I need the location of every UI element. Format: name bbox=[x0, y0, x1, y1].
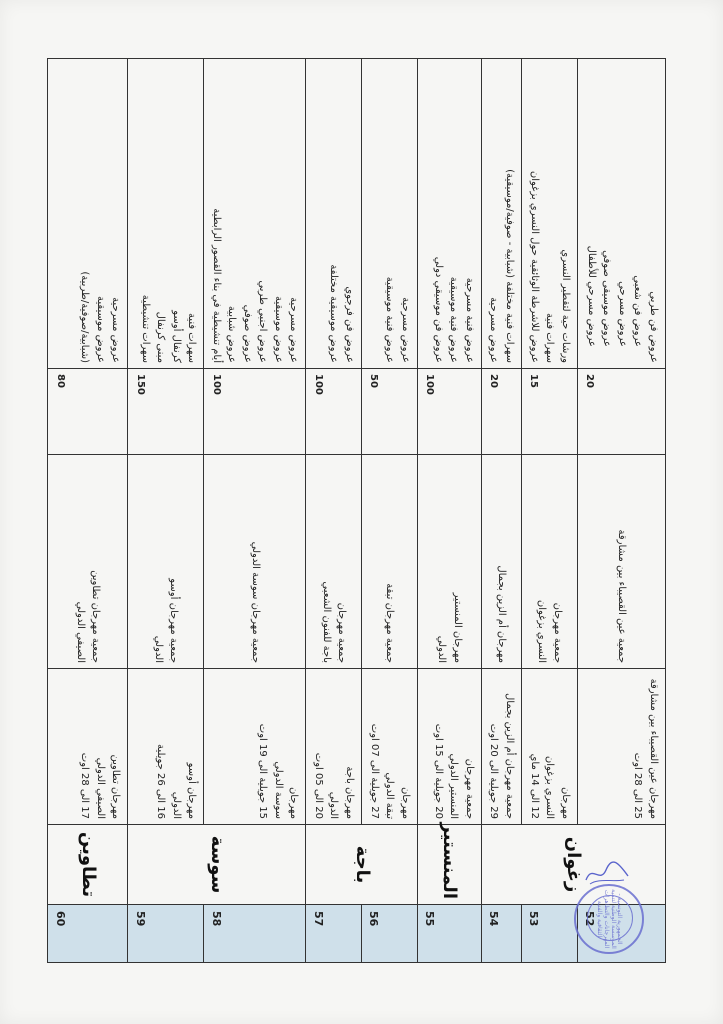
activity-item: عروض فنية موسيقية bbox=[448, 276, 460, 363]
row-number: 53 bbox=[522, 905, 578, 963]
row-number: 60 bbox=[48, 905, 128, 963]
participant-count: 100 bbox=[306, 369, 362, 455]
festival-dates: مهرجان عين القصيباء بين مشارقة 25 الى 28 اوت bbox=[578, 669, 666, 825]
festival-dates: مهرجان النسري بزغوان 12 الى 14 ماي bbox=[522, 669, 578, 825]
festival-dates: مهرجان تطاوين الصيفي الدولي 17 الى 28 اوت bbox=[48, 669, 128, 825]
row-number: 56 bbox=[362, 905, 418, 963]
activity-item: عروض فن فرجوي bbox=[344, 286, 355, 363]
festival-dates: مهرجان تبقة الدولي 27 جويلية الى 07 اوت bbox=[362, 669, 418, 825]
activities-list bbox=[204, 59, 306, 369]
participant-count: 100 bbox=[204, 369, 306, 455]
activities-list bbox=[306, 59, 362, 369]
activity-item: سهرات تنشيطية bbox=[140, 294, 151, 363]
rotated-table-container bbox=[53, 58, 666, 962]
activity-item: عروض مسرحي للأطفال bbox=[586, 245, 597, 347]
participant-count: 15 bbox=[522, 369, 578, 455]
organizer: جمعية عين القصيباء بين مشارقة bbox=[578, 455, 666, 669]
activity-item: سهرات فنية bbox=[186, 312, 198, 363]
activity-item: عروض فن طربي bbox=[648, 291, 659, 363]
activities-list bbox=[362, 59, 418, 369]
activity-item: عروض فنية مسرحية bbox=[464, 277, 475, 363]
activities-list bbox=[578, 59, 666, 369]
festival-dates: مهرجان باجة الدولي 20 الى 05 اوت bbox=[306, 669, 362, 825]
table-row bbox=[48, 59, 128, 963]
table-row bbox=[418, 59, 482, 963]
activity-item: مبنى كرنفال bbox=[155, 311, 167, 363]
participant-count: 50 bbox=[362, 369, 418, 455]
activity-item: عروض فن شعبي bbox=[632, 275, 644, 347]
activity-item: عروض صوفي bbox=[242, 304, 253, 363]
city-name: زغوان bbox=[482, 825, 666, 905]
row-number: 58 bbox=[204, 905, 306, 963]
organizer: مهرجان المنستير الدولي bbox=[418, 455, 482, 669]
organizer: جمعية مهرجان باجة للفنون الشعبي bbox=[306, 455, 362, 669]
festival-dates: جمعية مهرجان أم الزين بجمال 29 جويلية الى 20 اوت bbox=[482, 669, 522, 825]
activity-item: عروض للاشرطة الوثائقية حول النسري بزغوان bbox=[529, 170, 540, 363]
participant-count: 20 bbox=[482, 369, 522, 455]
activity-item: عروض شبابية bbox=[226, 305, 238, 363]
activity-item: (شبابية/صوفية/طربية) bbox=[79, 271, 91, 363]
city-name: باجة bbox=[306, 825, 418, 905]
row-number: 55 bbox=[418, 905, 482, 963]
row-number: 54 bbox=[482, 905, 522, 963]
organizer: جمعية مهرجان تطاوين الصيفي الدولي bbox=[48, 455, 128, 669]
activity-item: عروض فنية موسيقية bbox=[384, 276, 396, 363]
row-number: 59 bbox=[128, 905, 204, 963]
official-stamp bbox=[574, 884, 644, 954]
activity-item: عروض موسيقى صوفي bbox=[601, 250, 613, 347]
activity-item: سهرات فنية مختلفة (شبابية - صوفية/موسيقية) bbox=[504, 169, 515, 363]
activity-item: عروض موسيقية bbox=[95, 296, 106, 363]
festivals-table bbox=[48, 58, 667, 963]
activity-item: عروض مسرحية bbox=[488, 297, 500, 363]
activity-item: عروض موسيقية مختلفة bbox=[328, 264, 340, 363]
activities-list bbox=[522, 59, 578, 369]
participant-count: 80 bbox=[48, 369, 128, 455]
activity-item: كرنفال أوسو bbox=[171, 310, 182, 363]
activities-list bbox=[482, 59, 522, 369]
activity-item: ورشات حية لتقطير النسري bbox=[560, 249, 571, 363]
activity-item: عروض فن موسيقي دولي bbox=[433, 256, 444, 363]
table-row bbox=[362, 59, 418, 963]
activity-item: عروض مسرحية bbox=[288, 297, 300, 363]
activity-item: أيام تنشيطية في بناء القصور الرابطية bbox=[211, 208, 222, 363]
participant-count: 100 bbox=[418, 369, 482, 455]
table-row bbox=[578, 59, 666, 963]
activities-list bbox=[418, 59, 482, 369]
participant-count: 150 bbox=[128, 369, 204, 455]
activity-item: عروض مسرحية bbox=[400, 297, 411, 363]
city-name: تطاوين bbox=[48, 825, 128, 905]
stamp-text: الجمهورية التونسية - المؤسسة الوطنية لتنمية المهرجانات والتظاهرات الثقافية والفنية bbox=[596, 889, 624, 949]
activity-item: عروض موسيقية bbox=[273, 296, 284, 363]
organizer: مهرجان أم الزين بجمال bbox=[482, 455, 522, 669]
activity-item: عروض اجنبي طربي bbox=[257, 280, 269, 363]
participant-count: 20 bbox=[578, 369, 666, 455]
activities-list bbox=[128, 59, 204, 369]
organizer: جمعية مهرجان النسري بزغوان bbox=[522, 455, 578, 669]
festival-dates: جمعية مهرجان المنستير الدولي 20 جويلية الى 15 اوت bbox=[418, 669, 482, 825]
activity-item: عروض مسرحي bbox=[617, 281, 628, 347]
activities-list bbox=[48, 59, 128, 369]
row-number: 57 bbox=[306, 905, 362, 963]
city-name: سوسة bbox=[128, 825, 306, 905]
city-name: المنستير bbox=[418, 825, 482, 905]
festival-dates: مهرجان سوسة الدولي 15 جويلية الى 19 اوت bbox=[204, 669, 306, 825]
organizer: جمعية مهرجان أوسو الدولي bbox=[128, 455, 204, 669]
activity-item: عروض مسرحية bbox=[110, 297, 122, 363]
table-row bbox=[204, 59, 306, 963]
row-number: 52 bbox=[578, 905, 666, 963]
organizer: جمعية مهرجان سوسة الدولي bbox=[204, 455, 306, 669]
activity-item: سهرات فنية bbox=[544, 312, 556, 363]
festival-dates: مهرجان أوسو الدولي 16 الى 26 جويلية bbox=[128, 669, 204, 825]
organizer: جمعية مهرجان تبقة bbox=[362, 455, 418, 669]
